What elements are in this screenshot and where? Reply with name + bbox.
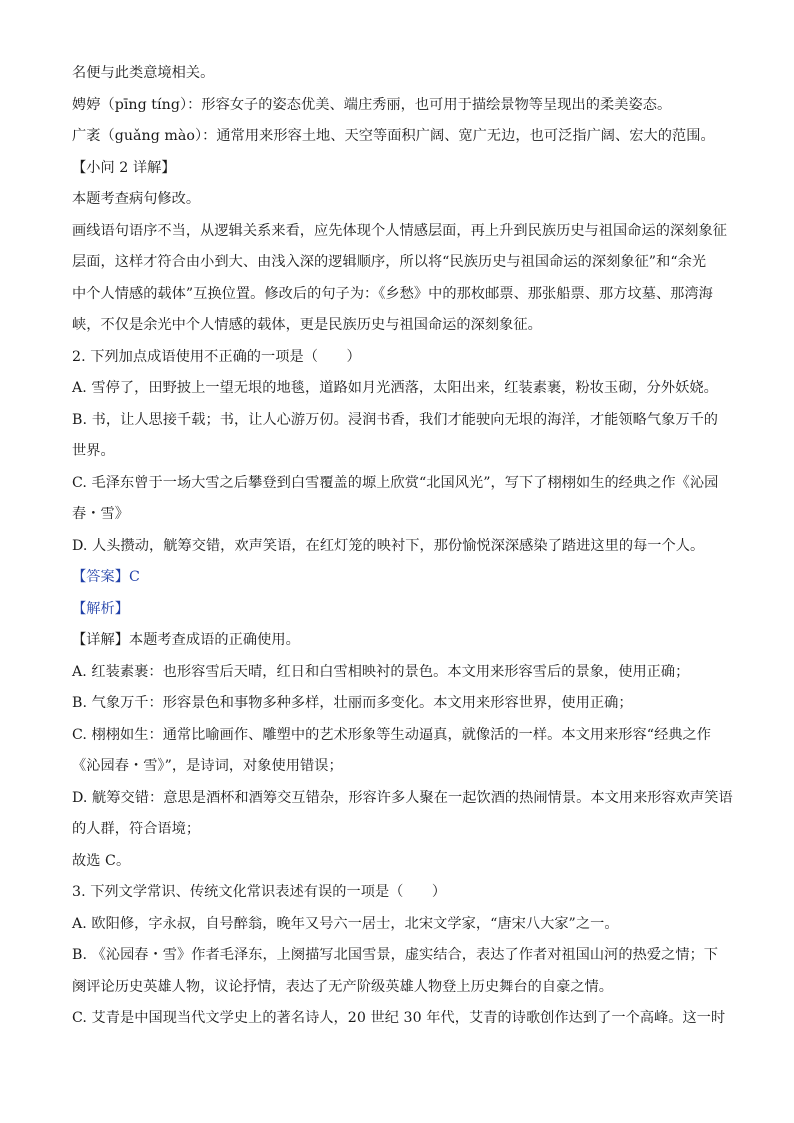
text-line: C. 栩栩如生：通常比喻画作、雕塑中的艺术形象等生动逼真，就像活的一样。本文用来形容“经典之作 <box>72 726 712 743</box>
text-line: D. 觥筹交错：意思是酒杯和酒筹交互错杂，形容许多人聚在一起饮酒的热闹情景。本文用来形容欢声笑语 <box>72 789 733 806</box>
conclusion-line: 故选 C。 <box>72 852 131 869</box>
document-page <box>72 62 733 1039</box>
option-c-continued: 春・雪》 <box>72 506 129 522</box>
text-line: 层面，这样才符合由小到大、由浅入深的逻辑顺序，所以将“民族历史与祖国命运的深刻象征”和“余光 <box>72 254 707 270</box>
text-line: 画线语句语序不当，从逻辑关系来看，应先体现个人情感层面，再上升到民族历史与祖国命运的深刻象征 <box>72 222 727 239</box>
answer-heading: 【答案】C <box>72 569 140 585</box>
text-line: 娉婷（pīng tíng）：形容女子的姿态优美、端庄秀丽，也可用于描绘景物等呈现出的柔美姿态。 <box>72 96 672 113</box>
question-stem: 2. 下列加点成语使用不正确的一项是（ ） <box>72 348 361 365</box>
option-c: C. 毛泽东曾于一场大雪之后攀登到白雪覆盖的塬上欣赏“北国风光”，写下了栩栩如生的经典之作《沁园 <box>72 474 719 491</box>
option-c: C. 艾青是中国现当代文学史上的著名诗人，20 世纪 30 年代，艾青的诗歌创作达到了一个高峰。这一时 <box>72 1010 726 1026</box>
option-b: B. 《沁园春・雪》作者毛泽东，上阕描写北国雪景，虚实结合，表达了作者对祖国山河的热爱之情；下 <box>72 947 719 963</box>
text-line: A. 红装素裹：也形容雪后天晴，红日和白雪相映衬的景色。本文用来形容雪后的景象，使用正确； <box>72 663 690 680</box>
option-b: B. 书，让人思接千载；书，让人心游万仞。浸润书香，我们才能驶向无垠的海洋，才能领略气象万千的 <box>72 411 719 428</box>
option-b-continued: 阕评论历史英雄人物，议论抒情，表达了无产阶级英雄人物登上历史舞台的自豪之情。 <box>72 978 614 995</box>
option-b-continued: 世界。 <box>72 443 115 459</box>
text-line: 峡，不仅是余光中个人情感的载体，更是民族历史与祖国命运的深刻象征。 <box>72 317 542 333</box>
option-a: A. 雪停了，田野披上一望无垠的地毯，道路如月光洒落，太阳出来，红装素裹，粉妆玉砌，分外妖娆。 <box>72 380 718 396</box>
question-stem: 3. 下列文学常识、传统文化常识表述有误的一项是（ ） <box>72 884 447 900</box>
text-line: 本题考查病句修改。 <box>72 191 201 207</box>
section-heading: 【小问 2 详解】 <box>72 159 176 176</box>
text-line: 的人群，符合语境； <box>72 821 201 837</box>
text-line: 《沁园春・雪》”，是诗词，对象使用错误； <box>72 758 343 774</box>
text-line: 中个人情感的载体”互换位置。修改后的句子为：《乡愁》中的那枚邮票、那张船票、那方坟墓、那湾海 <box>72 285 713 302</box>
text-line: B. 气象万千：形容景色和事物多种多样，壮丽而多变化。本文用来形容世界，使用正确； <box>72 695 633 711</box>
detail-line: 【详解】本题考查成语的正确使用。 <box>72 632 300 648</box>
analysis-heading: 【解析】 <box>72 600 129 617</box>
text-line: 名便与此类意境相关。 <box>72 65 215 81</box>
text-line: 广袤（guǎng mào）：通常用来形容土地、天空等面积广阔、宽广无边，也可泛指广阔、宏大的范围。 <box>72 128 715 144</box>
option-d: D. 人头攒动，觥筹交错，欢声笑语，在红灯笼的映衬下，那份愉悦深深感染了踏进这里的每一个人。 <box>72 537 705 554</box>
option-a: A. 欧阳修，字永叔，自号醉翁，晚年又号六一居士，北宋文学家，“唐宋八大家”之一。 <box>72 915 619 932</box>
